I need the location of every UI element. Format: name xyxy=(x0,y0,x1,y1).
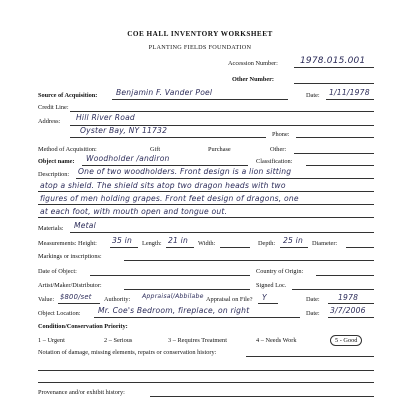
depth-value[interactable]: 25 in xyxy=(283,236,303,245)
artist-label: Artist/Maker/Distributor: xyxy=(38,282,102,289)
condition-option-2[interactable]: 2 – Serious xyxy=(104,337,133,344)
authority-label: Authority: xyxy=(104,296,131,303)
length-value[interactable]: 21 in xyxy=(168,236,188,245)
source-date-label: Date: xyxy=(306,92,320,99)
authority-value[interactable]: Appraisal/Abbilabe xyxy=(142,293,204,300)
source-date-value[interactable]: 1/11/1978 xyxy=(329,88,370,97)
object-name-value[interactable]: Woodholder /andiron xyxy=(86,154,170,163)
provenance-label: Provenance and/or exhibit history: xyxy=(38,389,125,396)
source-value[interactable]: Benjamin F. Vander Poel xyxy=(116,88,213,97)
method-label: Method of Acquisition: xyxy=(38,146,97,153)
phone-label: Phone: xyxy=(272,131,290,138)
method-gift[interactable]: Gift xyxy=(150,146,161,153)
materials-label: Materials: xyxy=(38,225,64,232)
accession-value[interactable]: 1978.015.001 xyxy=(300,56,366,66)
value-date-label: Date: xyxy=(306,296,320,303)
diameter-label: Diameter: xyxy=(312,240,338,247)
other-number-label: Other Number: xyxy=(232,76,275,83)
height-value[interactable]: 35 in xyxy=(112,236,132,245)
object-location-value[interactable]: Mr. Coe's Bedroom, fireplace, on right xyxy=(98,306,250,315)
address-line1[interactable]: Hill River Road xyxy=(76,113,135,122)
condition-label: Condition/Conservation Priority: xyxy=(38,323,128,330)
value-label: Value: xyxy=(38,296,55,303)
width-label: Width: xyxy=(198,240,216,247)
condition-option-4[interactable]: 4 – Needs Work xyxy=(256,337,297,344)
accession-label: Accession Number: xyxy=(228,60,278,67)
page-subtitle: PLANTING FIELDS FOUNDATION xyxy=(148,44,252,51)
signed-loc-label: Signed Loc. xyxy=(256,282,287,289)
condition-option-1[interactable]: 1 – Urgent xyxy=(38,337,65,344)
condition-option-3[interactable]: 3 – Requires Treatment xyxy=(168,337,227,344)
description-line2[interactable]: atop a shield. The shield sits atop two dragon heads with two xyxy=(40,181,286,190)
classification-label: Classification: xyxy=(256,158,293,165)
page-title: COE HALL INVENTORY WORKSHEET xyxy=(127,30,273,38)
materials-value[interactable]: Metal xyxy=(74,221,96,230)
location-date[interactable]: 3/7/2006 xyxy=(330,306,366,315)
source-label: Source of Acquisition: xyxy=(38,92,98,99)
address-line2[interactable]: Oyster Bay, NY 11732 xyxy=(80,126,168,135)
date-of-object-label: Date of Object: xyxy=(38,268,77,275)
country-label: Country of Origin: xyxy=(256,268,304,275)
description-line4[interactable]: at each foot, with mouth open and tongue out. xyxy=(40,207,228,216)
description-label: Description: xyxy=(38,171,70,178)
description-line3[interactable]: figures of men holding grapes. Front feet design of dragons, one xyxy=(40,194,299,203)
value-date[interactable]: 1978 xyxy=(338,293,359,302)
credit-line-label: Credit Line: xyxy=(38,104,69,111)
method-other-label: Other: xyxy=(270,146,287,153)
value-amount[interactable]: $800/set xyxy=(60,293,92,301)
description-line1[interactable]: One of two woodholders. Front design is a lion sitting xyxy=(78,167,292,176)
object-name-label: Object name: xyxy=(38,158,75,165)
address-label: Address: xyxy=(38,118,61,125)
appraisal-value[interactable]: Y xyxy=(262,293,267,302)
length-label: Length: xyxy=(142,240,162,247)
condition-option-5-selected[interactable]: 5 - Good xyxy=(330,335,362,346)
object-location-label: Object Location: xyxy=(38,310,81,317)
depth-label: Depth: xyxy=(258,240,276,247)
location-date-label: Date: xyxy=(306,310,320,317)
measurements-label: Measurements: Height: xyxy=(38,240,97,247)
appraisal-label: Appraisal on File? xyxy=(206,296,253,303)
method-purchase[interactable]: Purchase xyxy=(208,146,231,153)
markings-label: Markings or inscriptions: xyxy=(38,253,102,260)
notation-label: Notation of damage, missing elements, repairs or conservation history: xyxy=(38,349,217,356)
